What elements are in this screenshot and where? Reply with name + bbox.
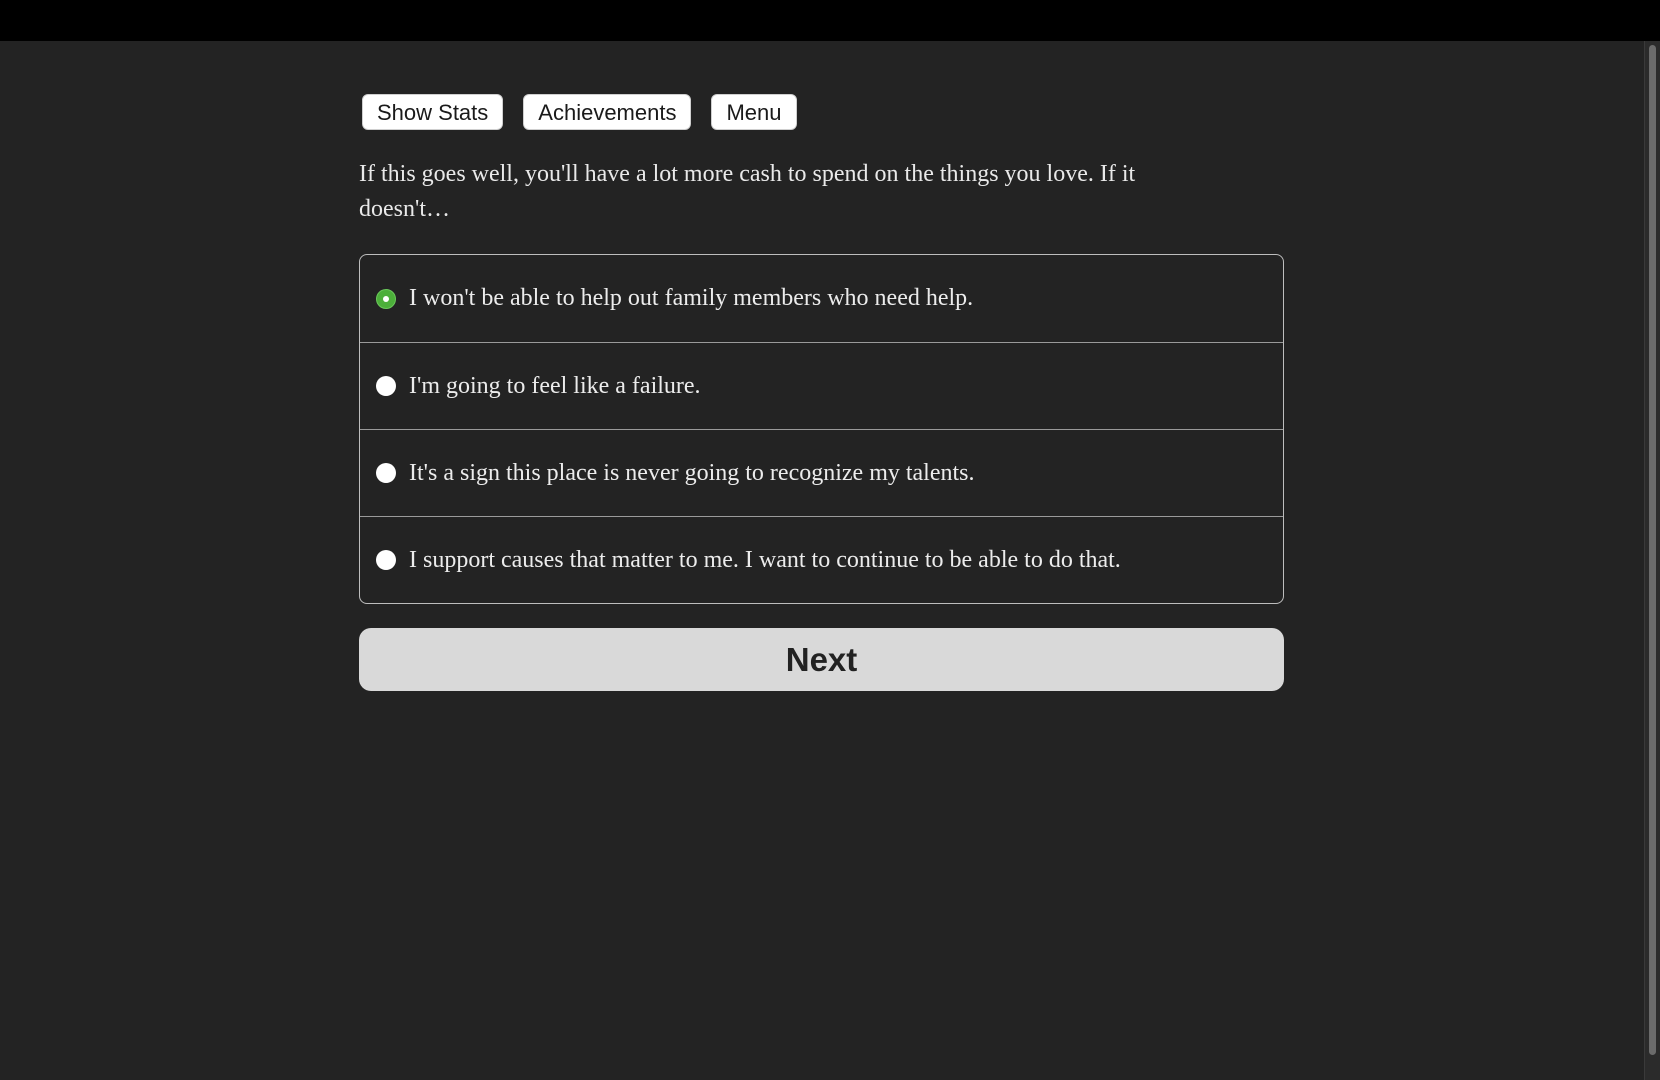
choice-label: I support causes that matter to me. I want to continue to be able to do that. [409, 546, 1121, 573]
menu-button[interactable]: Menu [711, 94, 796, 130]
radio-button[interactable] [376, 463, 396, 483]
browser-top-bar [0, 0, 1660, 41]
achievements-button[interactable]: Achievements [523, 94, 691, 130]
choice-option-4[interactable] [360, 516, 1283, 603]
choice-label: I'm going to feel like a failure. [409, 372, 701, 399]
choice-option-2[interactable] [360, 342, 1283, 429]
scrollbar[interactable] [1644, 41, 1660, 1080]
choice-label: It's a sign this place is never going to recognize my talents. [409, 459, 975, 486]
toolbar [362, 94, 1284, 130]
choice-list [359, 254, 1284, 604]
radio-button[interactable] [376, 376, 396, 396]
show-stats-button[interactable]: Show Stats [362, 94, 503, 130]
choice-option-3[interactable] [360, 429, 1283, 516]
story-text: If this goes well, you'll have a lot more cash to spend on the things you love. If it doesn't… [359, 161, 1136, 222]
game-content [359, 94, 1284, 691]
scrollbar-thumb[interactable] [1649, 45, 1656, 1055]
next-button[interactable]: Next [359, 628, 1284, 691]
choice-label: I won't be able to help out family members who need help. [409, 285, 974, 311]
choice-option-1[interactable] [360, 255, 1283, 342]
radio-button-selected[interactable] [376, 289, 396, 309]
radio-button[interactable] [376, 550, 396, 570]
